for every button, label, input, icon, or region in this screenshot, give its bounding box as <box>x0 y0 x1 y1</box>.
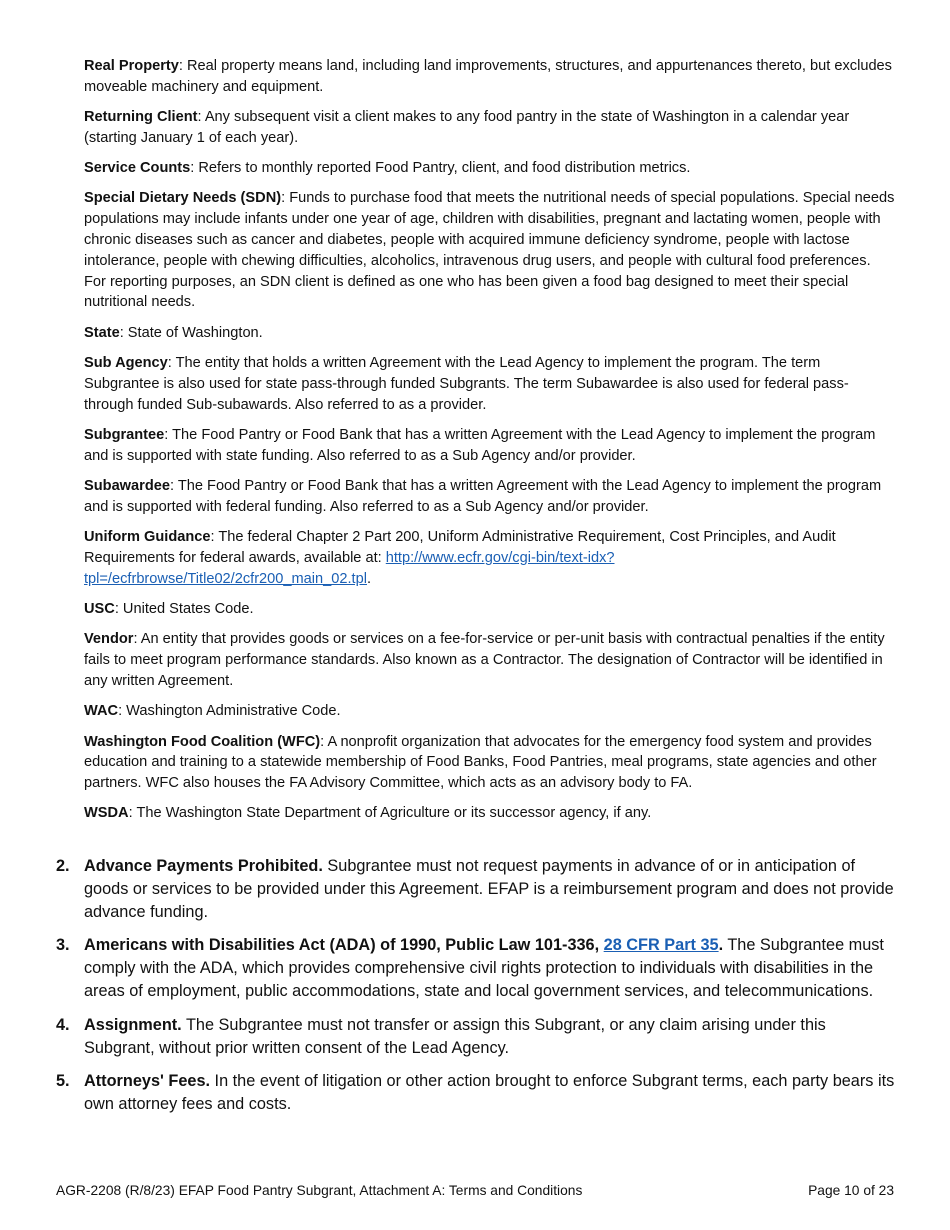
definition-real-property: Real Property: Real property means land, including land improvements, structures, and appurtenances thereto, but excludes moveable machinery and equipment. <box>84 58 892 95</box>
definition-wfc: Washington Food Coalition (WFC): A nonprofit organization that advocates for the emergency food system and provides education and training to a statewide membership of Food Banks, Food Pantries, meal programs, state agencies and other partners. WFC also houses the FA Advisory Committee, which acts as an advisory body to FA. <box>84 733 877 792</box>
clause-ada: 3. Americans with Disabilities Act (ADA) of 1990, Public Law 101-336, 28 CFR Part 35. The Subgrantee must comply with the ADA, which provides comprehensive civil rights protection to individuals with disabilities in the areas of employment, public accommodations, state and local government services, and telecommunications. <box>56 936 884 1000</box>
definition-vendor: Vendor: An entity that provides goods or services on a fee-for-service or per-unit basis with contractual penalties if the entity fails to meet program performance standards. Also known as a Contractor. The designation of Contractor will be identified in any written Agreement. <box>84 631 885 689</box>
definition-wac: WAC: Washington Administrative Code. <box>84 703 341 720</box>
definition-sub-agency: Sub Agency: The entity that holds a written Agreement with the Lead Agency to implement the program. The term Subgrantee is also used for state pass-through funded Subgrants. The term Subawardee is also used for federal pass-through funded Sub-subawards. Also referred to as a provider. <box>84 355 849 413</box>
definition-returning-client: Returning Client: Any subsequent visit a client makes to any food pantry in the state of Washington in a calendar year (starting January 1 of each year). <box>84 109 850 146</box>
definition-sdn: Special Dietary Needs (SDN): Funds to purchase food that meets the nutritional needs of special populations. Special needs populations may include infants under one year of age, children with disabilities, pregnant and lactating women, people with chronic diseases such as cancer and diabetes, people with acquired immune deficiency syndrome, people with lactose intolerance, people with chewing difficulties, alcoholics, intravenous drug users, and people with cultural food preferences. For reporting purposes, an SDN client is defined as one who has been given a food bag designed to meet their special nutritional needs. <box>84 190 895 311</box>
definition-usc: USC: United States Code. <box>84 601 254 618</box>
definition-subgrantee: Subgrantee: The Food Pantry or Food Bank that has a written Agreement with the Lead Agency to implement the program and is supported with state funding. Also referred to as a Sub Agency and/or provider. <box>84 426 876 464</box>
numbered-clauses <box>56 855 898 1127</box>
footer-document-id: AGR-2208 (R/8/23) EFAP Food Pantry Subgrant, Attachment A: Terms and Conditions <box>56 1183 583 1198</box>
definition-uniform-guidance: Uniform Guidance: The federal Chapter 2 Part 200, Uniform Administrative Requirement, Cost Principles, and Audit Requirements for federal awards, available at: http://www.ecfr.gov/cgi-bin/text-idx?tpl=/ecfrbrowse/Title02/2cfr200_main_02.tpl. <box>84 529 836 587</box>
clause-assignment: 4. Assignment. The Subgrantee must not transfer or assign this Subgrant, or any claim arising under this Subgrant, without prior written consent of the Lead Agency. <box>56 1015 826 1057</box>
clause-attorneys-fees: 5. Attorneys' Fees. In the event of litigation or other action brought to enforce Subgrant terms, each party bears its own attorney fees and costs. <box>56 1072 895 1114</box>
footer-page-number: Page 10 of 23 <box>808 1183 894 1198</box>
ecfr-link[interactable]: http://www.ecfr.gov/cgi-bin/text-idx?tpl=/ecfrbrowse/Title02/2cfr200_main_02.tpl <box>84 549 615 587</box>
cfr-part-35-link[interactable]: 28 CFR Part 35 <box>603 936 719 955</box>
definition-wsda: WSDA: The Washington State Department of Agriculture or its successor agency, if any. <box>84 805 652 822</box>
clause-advance-payments: 2. Advance Payments Prohibited. Subgrantee must not request payments in advance of or in anticipation of goods or services to be provided under this Agreement. EFAP is a reimbursement program and does not provide advance funding. <box>56 857 894 921</box>
definition-state: State: State of Washington. <box>84 324 263 341</box>
definition-subawardee: Subawardee: The Food Pantry or Food Bank that has a written Agreement with the Lead Agency to implement the program and is supported with federal funding. Also referred to as a Sub Agency and/or provider. <box>84 478 882 515</box>
definition-service-counts: Service Counts: Refers to monthly reported Food Pantry, client, and food distribution metrics. <box>84 160 691 177</box>
page-footer <box>56 1183 894 1198</box>
definitions-section <box>84 56 896 834</box>
